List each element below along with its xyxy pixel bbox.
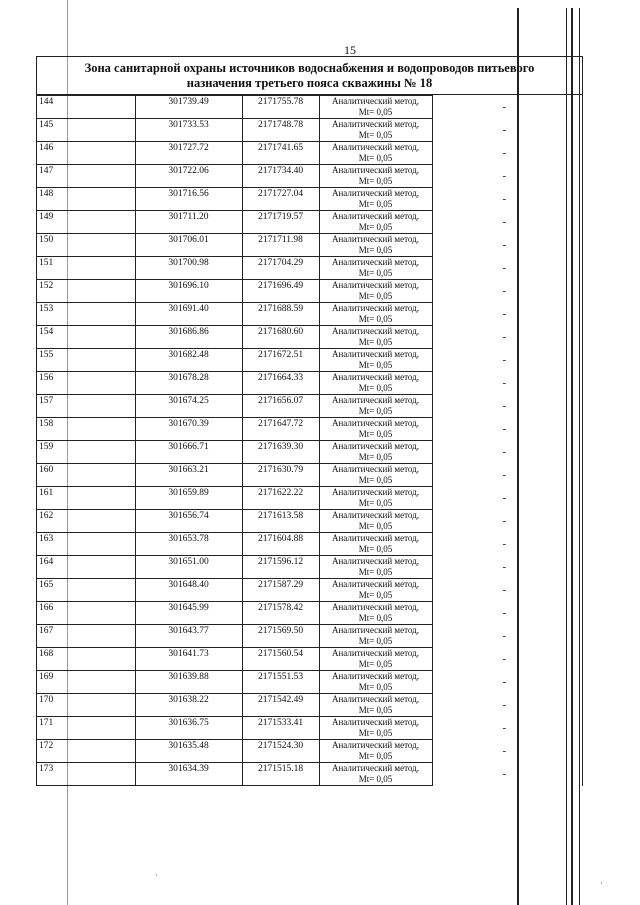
y-coordinate-cell: 2171647.72 (242, 418, 319, 441)
dash-mark: - (502, 261, 507, 274)
table-row (37, 349, 582, 372)
method-text: Аналитический метод, (331, 257, 420, 267)
method-cell (319, 234, 432, 257)
method-text: Аналитический метод, (331, 694, 420, 704)
scan-speck: · (600, 878, 603, 888)
method-cell (319, 303, 432, 326)
y-coordinate-cell: 2171755.78 (242, 96, 319, 119)
y-coordinate-cell: 2171672.51 (242, 349, 319, 372)
table-row (37, 556, 582, 579)
x-coordinate-cell: 301716.56 (135, 188, 242, 211)
point-number-cell: 172 (37, 740, 135, 763)
point-number-cell: 167 (37, 625, 135, 648)
scan-speck: · (155, 870, 158, 880)
x-coordinate-cell: 301643.77 (135, 625, 242, 648)
y-coordinate-cell: 2171741.65 (242, 142, 319, 165)
accuracy-text: Mt= 0,05 (358, 589, 393, 600)
x-coordinate-cell: 301706.01 (135, 234, 242, 257)
extra-cell (432, 188, 582, 211)
method-cell (319, 717, 432, 740)
y-coordinate-cell: 2171578.42 (242, 602, 319, 625)
table-row (37, 763, 582, 786)
accuracy-text: Mt= 0,05 (358, 566, 393, 577)
point-number-cell: 168 (37, 648, 135, 671)
accuracy-text: Mt= 0,05 (358, 382, 393, 393)
y-coordinate-cell: 2171748.78 (242, 119, 319, 142)
point-number-cell: 153 (37, 303, 135, 326)
accuracy-text: Mt= 0,05 (358, 267, 393, 278)
dash-mark: - (502, 767, 507, 780)
point-number-cell: 151 (37, 257, 135, 280)
dash-mark: - (502, 192, 507, 205)
point-number-cell: 155 (37, 349, 135, 372)
extra-cell (432, 303, 582, 326)
method-cell (319, 556, 432, 579)
method-cell (319, 648, 432, 671)
table-row (37, 418, 582, 441)
method-cell (319, 257, 432, 280)
method-text: Аналитический метод, (331, 372, 420, 382)
point-number-cell: 145 (37, 119, 135, 142)
method-text: Аналитический метод, (331, 188, 420, 198)
point-number-cell: 149 (37, 211, 135, 234)
extra-cell (432, 533, 582, 556)
accuracy-text: Mt= 0,05 (358, 175, 393, 186)
accuracy-text: Mt= 0,05 (358, 428, 393, 439)
accuracy-text: Mt= 0,05 (358, 612, 393, 623)
accuracy-text: Mt= 0,05 (358, 313, 393, 324)
method-text: Аналитический метод, (331, 234, 420, 244)
accuracy-text: Mt= 0,05 (358, 635, 393, 646)
method-cell (319, 418, 432, 441)
method-text: Аналитический метод, (331, 602, 420, 612)
extra-cell (432, 257, 582, 280)
extra-cell (432, 556, 582, 579)
x-coordinate-cell: 301634.39 (135, 763, 242, 786)
method-text: Аналитический метод, (331, 119, 420, 129)
extra-cell (432, 418, 582, 441)
table-row (37, 602, 582, 625)
extra-cell (432, 694, 582, 717)
table-row (37, 280, 582, 303)
y-coordinate-cell: 2171639.30 (242, 441, 319, 464)
point-number-cell: 150 (37, 234, 135, 257)
extra-cell (432, 165, 582, 188)
y-coordinate-cell: 2171622.22 (242, 487, 319, 510)
y-coordinate-cell: 2171604.88 (242, 533, 319, 556)
dash-mark: - (502, 652, 507, 665)
method-text: Аналитический метод, (331, 648, 420, 658)
extra-cell (432, 280, 582, 303)
method-cell (319, 142, 432, 165)
dash-mark: - (502, 675, 507, 688)
accuracy-text: Mt= 0,05 (358, 773, 393, 784)
method-cell (319, 119, 432, 142)
table-row (37, 372, 582, 395)
table-row (37, 487, 582, 510)
y-coordinate-cell: 2171524.30 (242, 740, 319, 763)
accuracy-text: Mt= 0,05 (358, 543, 393, 554)
point-number-cell: 169 (37, 671, 135, 694)
method-cell (319, 533, 432, 556)
table-row (37, 326, 582, 349)
x-coordinate-cell: 301739.49 (135, 96, 242, 119)
method-text: Аналитический метод, (331, 395, 420, 405)
method-text: Аналитический метод, (331, 142, 420, 152)
y-coordinate-cell: 2171533.41 (242, 717, 319, 740)
x-coordinate-cell: 301722.06 (135, 165, 242, 188)
dash-mark: - (502, 445, 507, 458)
x-coordinate-cell: 301653.78 (135, 533, 242, 556)
accuracy-text: Mt= 0,05 (358, 129, 393, 140)
page-number: 15 (344, 43, 356, 57)
method-cell (319, 671, 432, 694)
accuracy-text: Mt= 0,05 (358, 497, 393, 508)
point-number-cell: 157 (37, 395, 135, 418)
table-row (37, 142, 582, 165)
dash-mark: - (502, 629, 507, 642)
x-coordinate-cell: 301686.86 (135, 326, 242, 349)
accuracy-text: Mt= 0,05 (358, 290, 393, 301)
method-text: Аналитический метод, (331, 96, 420, 106)
extra-cell (432, 602, 582, 625)
y-coordinate-cell: 2171696.49 (242, 280, 319, 303)
method-cell (319, 165, 432, 188)
dash-mark: - (502, 422, 507, 435)
table-row (37, 257, 582, 280)
dash-mark: - (502, 169, 507, 182)
y-coordinate-cell: 2171587.29 (242, 579, 319, 602)
y-coordinate-cell: 2171515.18 (242, 763, 319, 786)
point-number-cell: 147 (37, 165, 135, 188)
extra-cell (432, 763, 582, 786)
table-row (37, 648, 582, 671)
point-number-cell: 170 (37, 694, 135, 717)
method-cell (319, 211, 432, 234)
method-cell (319, 326, 432, 349)
dash-mark: - (502, 560, 507, 573)
extra-cell (432, 142, 582, 165)
method-text: Аналитический метод, (331, 763, 420, 773)
y-coordinate-cell: 2171719.57 (242, 211, 319, 234)
extra-cell (432, 372, 582, 395)
table-row (37, 119, 582, 142)
x-coordinate-cell: 301674.25 (135, 395, 242, 418)
point-number-cell: 158 (37, 418, 135, 441)
dash-mark: - (502, 353, 507, 366)
accuracy-text: Mt= 0,05 (358, 658, 393, 669)
method-cell (319, 349, 432, 372)
dash-mark: - (502, 376, 507, 389)
method-text: Аналитический метод, (331, 510, 420, 520)
accuracy-text: Mt= 0,05 (358, 750, 393, 761)
method-cell (319, 510, 432, 533)
dash-mark: - (502, 307, 507, 320)
method-text: Аналитический метод, (331, 280, 420, 290)
method-cell (319, 625, 432, 648)
table-row (37, 533, 582, 556)
method-cell (319, 395, 432, 418)
method-text: Аналитический метод, (331, 165, 420, 175)
table-title: Зона санитарной охраны источников водоснабжения и водопроводов питьевого назначения третьего пояса скважины № 18 (37, 57, 582, 95)
x-coordinate-cell: 301651.00 (135, 556, 242, 579)
extra-cell (432, 648, 582, 671)
extra-cell (432, 441, 582, 464)
x-coordinate-cell: 301682.48 (135, 349, 242, 372)
point-number-cell: 171 (37, 717, 135, 740)
method-text: Аналитический метод, (331, 303, 420, 313)
point-number-cell: 154 (37, 326, 135, 349)
table-row (37, 717, 582, 740)
point-number-cell: 173 (37, 763, 135, 786)
extra-cell (432, 671, 582, 694)
y-coordinate-cell: 2171613.58 (242, 510, 319, 533)
y-coordinate-cell: 2171551.53 (242, 671, 319, 694)
point-number-cell: 164 (37, 556, 135, 579)
extra-cell (432, 96, 582, 119)
method-text: Аналитический метод, (331, 740, 420, 750)
y-coordinate-cell: 2171596.12 (242, 556, 319, 579)
x-coordinate-cell: 301659.89 (135, 487, 242, 510)
table-row (37, 671, 582, 694)
table-row (37, 165, 582, 188)
extra-cell (432, 717, 582, 740)
dash-mark: - (502, 284, 507, 297)
x-coordinate-cell: 301666.71 (135, 441, 242, 464)
method-text: Аналитический метод, (331, 533, 420, 543)
table-row (37, 510, 582, 533)
accuracy-text: Mt= 0,05 (358, 198, 393, 209)
x-coordinate-cell: 301670.39 (135, 418, 242, 441)
table-row (37, 579, 582, 602)
table-row (37, 234, 582, 257)
method-cell (319, 96, 432, 119)
extra-cell (432, 625, 582, 648)
method-cell (319, 188, 432, 211)
table-row (37, 303, 582, 326)
extra-cell (432, 234, 582, 257)
point-number-cell: 163 (37, 533, 135, 556)
method-cell (319, 763, 432, 786)
x-coordinate-cell: 301638.22 (135, 694, 242, 717)
y-coordinate-cell: 2171664.33 (242, 372, 319, 395)
point-number-cell: 165 (37, 579, 135, 602)
accuracy-text: Mt= 0,05 (358, 520, 393, 531)
method-text: Аналитический метод, (331, 349, 420, 359)
point-number-cell: 160 (37, 464, 135, 487)
accuracy-text: Mt= 0,05 (358, 106, 393, 117)
method-text: Аналитический метод, (331, 556, 420, 566)
table-row (37, 211, 582, 234)
y-coordinate-cell: 2171734.40 (242, 165, 319, 188)
dash-mark: - (502, 468, 507, 481)
point-number-cell: 166 (37, 602, 135, 625)
y-coordinate-cell: 2171630.79 (242, 464, 319, 487)
x-coordinate-cell: 301711.20 (135, 211, 242, 234)
extra-cell (432, 579, 582, 602)
table-row (37, 395, 582, 418)
x-coordinate-cell: 301733.53 (135, 119, 242, 142)
accuracy-text: Mt= 0,05 (358, 681, 393, 692)
accuracy-text: Mt= 0,05 (358, 474, 393, 485)
table-row (37, 694, 582, 717)
table-row (37, 464, 582, 487)
accuracy-text: Mt= 0,05 (358, 244, 393, 255)
method-text: Аналитический метод, (331, 441, 420, 451)
table-row (37, 441, 582, 464)
table-body (37, 96, 582, 786)
accuracy-text: Mt= 0,05 (358, 336, 393, 347)
method-cell (319, 487, 432, 510)
method-text: Аналитический метод, (331, 717, 420, 727)
extra-cell (432, 395, 582, 418)
method-text: Аналитический метод, (331, 625, 420, 635)
y-coordinate-cell: 2171704.29 (242, 257, 319, 280)
x-coordinate-cell: 301645.99 (135, 602, 242, 625)
dash-mark: - (502, 537, 507, 550)
dash-mark: - (502, 238, 507, 251)
extra-cell (432, 326, 582, 349)
dash-mark: - (502, 514, 507, 527)
point-number-cell: 148 (37, 188, 135, 211)
table-row (37, 625, 582, 648)
x-coordinate-cell: 301641.73 (135, 648, 242, 671)
dash-mark: - (502, 399, 507, 412)
y-coordinate-cell: 2171569.50 (242, 625, 319, 648)
method-cell (319, 464, 432, 487)
x-coordinate-cell: 301635.48 (135, 740, 242, 763)
dash-mark: - (502, 744, 507, 757)
accuracy-text: Mt= 0,05 (358, 451, 393, 462)
point-number-cell: 161 (37, 487, 135, 510)
accuracy-text: Mt= 0,05 (358, 727, 393, 738)
dash-mark: - (502, 583, 507, 596)
y-coordinate-cell: 2171727.04 (242, 188, 319, 211)
method-cell (319, 579, 432, 602)
extra-cell (432, 211, 582, 234)
dash-mark: - (502, 606, 507, 619)
dash-mark: - (502, 146, 507, 159)
point-number-cell: 162 (37, 510, 135, 533)
extra-cell (432, 740, 582, 763)
extra-cell (432, 349, 582, 372)
dash-mark: - (502, 721, 507, 734)
coordinates-sheet (36, 56, 583, 786)
method-text: Аналитический метод, (331, 418, 420, 428)
x-coordinate-cell: 301639.88 (135, 671, 242, 694)
x-coordinate-cell: 301656.74 (135, 510, 242, 533)
table-row (37, 96, 582, 119)
accuracy-text: Mt= 0,05 (358, 704, 393, 715)
method-text: Аналитический метод, (331, 464, 420, 474)
method-cell (319, 280, 432, 303)
point-number-cell: 156 (37, 372, 135, 395)
extra-cell (432, 464, 582, 487)
y-coordinate-cell: 2171560.54 (242, 648, 319, 671)
extra-cell (432, 510, 582, 533)
x-coordinate-cell: 301727.72 (135, 142, 242, 165)
x-coordinate-cell: 301636.75 (135, 717, 242, 740)
dash-mark: - (502, 491, 507, 504)
method-cell (319, 372, 432, 395)
y-coordinate-cell: 2171680.60 (242, 326, 319, 349)
x-coordinate-cell: 301700.98 (135, 257, 242, 280)
point-number-cell: 159 (37, 441, 135, 464)
method-cell (319, 740, 432, 763)
coordinates-table (37, 95, 582, 786)
extra-cell (432, 487, 582, 510)
dash-mark: - (502, 215, 507, 228)
method-text: Аналитический метод, (331, 487, 420, 497)
dash-mark: - (502, 123, 507, 136)
accuracy-text: Mt= 0,05 (358, 405, 393, 416)
x-coordinate-cell: 301663.21 (135, 464, 242, 487)
x-coordinate-cell: 301691.40 (135, 303, 242, 326)
dash-mark: - (502, 330, 507, 343)
method-text: Аналитический метод, (331, 671, 420, 681)
accuracy-text: Mt= 0,05 (358, 152, 393, 163)
method-cell (319, 441, 432, 464)
method-cell (319, 694, 432, 717)
y-coordinate-cell: 2171688.59 (242, 303, 319, 326)
accuracy-text: Mt= 0,05 (358, 359, 393, 370)
y-coordinate-cell: 2171656.07 (242, 395, 319, 418)
y-coordinate-cell: 2171711.98 (242, 234, 319, 257)
point-number-cell: 144 (37, 96, 135, 119)
dash-mark: - (502, 698, 507, 711)
method-text: Аналитический метод, (331, 579, 420, 589)
x-coordinate-cell: 301648.40 (135, 579, 242, 602)
x-coordinate-cell: 301678.28 (135, 372, 242, 395)
method-text: Аналитический метод, (331, 326, 420, 336)
accuracy-text: Mt= 0,05 (358, 221, 393, 232)
method-text: Аналитический метод, (331, 211, 420, 221)
y-coordinate-cell: 2171542.49 (242, 694, 319, 717)
table-row (37, 740, 582, 763)
table-row (37, 188, 582, 211)
extra-cell (432, 119, 582, 142)
x-coordinate-cell: 301696.10 (135, 280, 242, 303)
dash-mark: - (502, 100, 507, 113)
point-number-cell: 146 (37, 142, 135, 165)
method-cell (319, 602, 432, 625)
point-number-cell: 152 (37, 280, 135, 303)
